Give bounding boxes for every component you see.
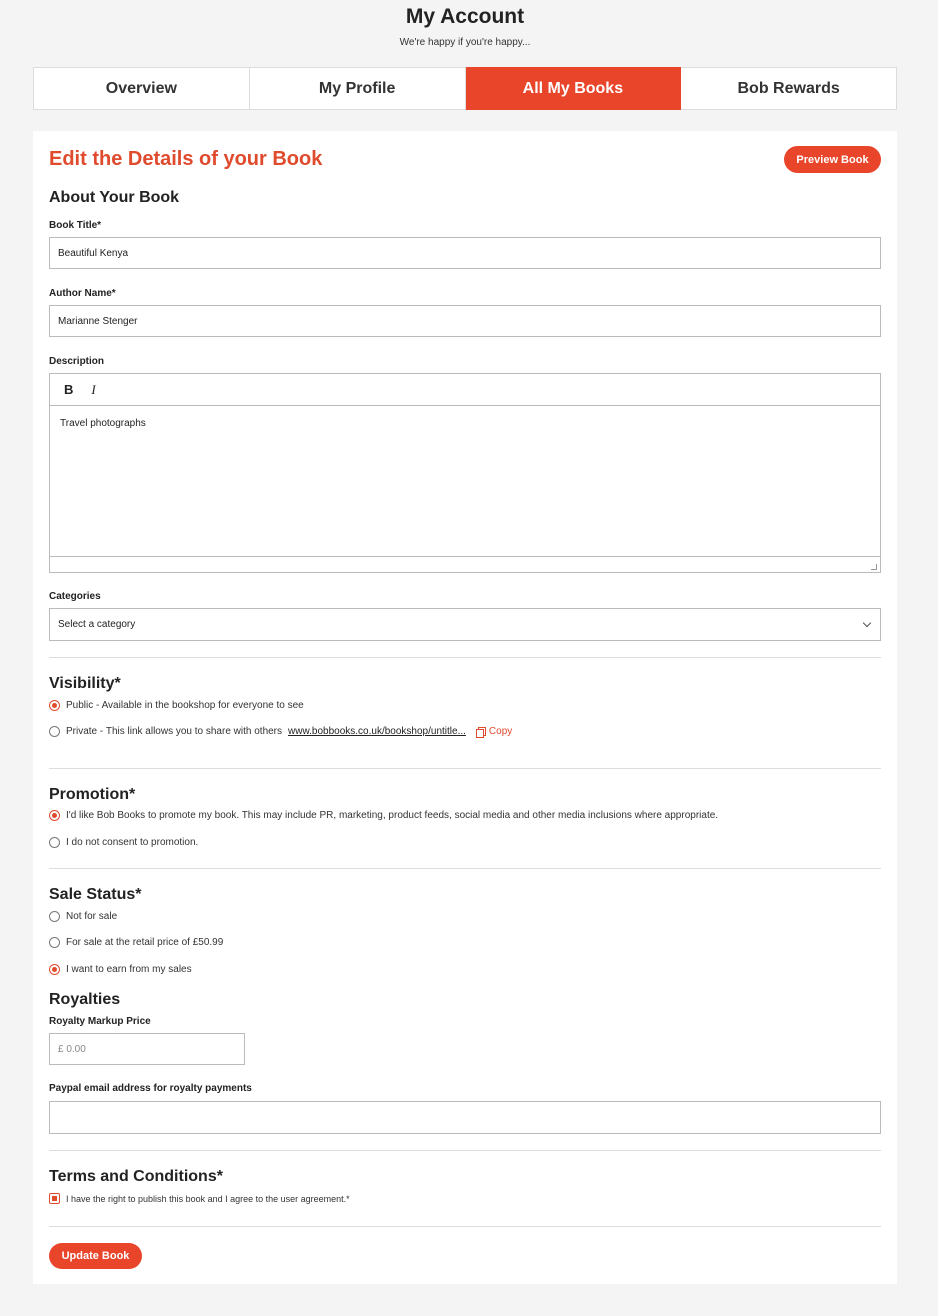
promotion-heading: Promotion* xyxy=(49,786,136,803)
royalty-markup-input[interactable] xyxy=(49,1033,245,1065)
copy-label: Copy xyxy=(488,726,513,737)
editor-footer xyxy=(50,556,880,572)
update-book-button[interactable]: Update Book xyxy=(49,1243,142,1269)
categories-selected-value: Select a category xyxy=(58,619,136,630)
sale-not-option[interactable] xyxy=(49,911,117,922)
promotion-decline-label: I do not consent to promotion. xyxy=(66,837,199,848)
divider xyxy=(49,768,881,769)
description-label: Description xyxy=(49,356,105,367)
promotion-decline-option[interactable] xyxy=(49,837,198,848)
divider xyxy=(49,1226,881,1227)
editor-toolbar xyxy=(50,374,880,406)
checkbox-checked-icon[interactable] xyxy=(49,1193,60,1204)
radio-unchecked-icon[interactable] xyxy=(49,937,60,948)
radio-checked-icon[interactable] xyxy=(49,964,60,975)
sale-retail-label: For sale at the retail price of £50.99 xyxy=(66,937,224,948)
visibility-heading: Visibility* xyxy=(49,675,121,692)
book-title-input[interactable]: Beautiful Kenya xyxy=(49,237,881,269)
promotion-consent-label: I'd like Bob Books to promote my book. This may include PR, marketing, product feeds, social media and other media inclusions where appropriate. xyxy=(66,810,719,821)
terms-agree-option[interactable] xyxy=(49,1193,350,1204)
visibility-public-option[interactable] xyxy=(49,700,304,711)
resize-handle-icon[interactable] xyxy=(871,564,877,570)
tab-overview[interactable]: Overview xyxy=(33,67,250,110)
sale-not-label: Not for sale xyxy=(66,911,118,922)
visibility-private-label: Private - This link allows you to share with others xyxy=(66,726,283,737)
radio-checked-icon[interactable] xyxy=(49,810,60,821)
divider xyxy=(49,868,881,869)
royalty-placeholder: £ 0.00 xyxy=(58,1043,86,1055)
author-name-input[interactable]: Marianne Stenger xyxy=(49,305,881,337)
tab-bob-rewards[interactable]: Bob Rewards xyxy=(681,67,897,110)
description-textarea[interactable]: Travel photographs xyxy=(60,418,146,429)
italic-button[interactable]: I xyxy=(91,381,96,397)
royalties-heading: Royalties xyxy=(49,991,121,1008)
radio-unchecked-icon[interactable] xyxy=(49,837,60,848)
radio-checked-icon[interactable] xyxy=(49,700,60,711)
divider xyxy=(49,657,881,658)
categories-label: Categories xyxy=(49,591,101,602)
tab-all-my-books[interactable]: All My Books xyxy=(466,67,682,110)
description-editor xyxy=(49,373,881,573)
page-header-title: My Account xyxy=(405,5,525,28)
copy-link-button[interactable] xyxy=(476,726,512,737)
account-tabs xyxy=(33,67,897,110)
sale-earn-label: I want to earn from my sales xyxy=(66,964,192,975)
terms-heading: Terms and Conditions* xyxy=(49,1168,223,1185)
tab-my-profile[interactable]: My Profile xyxy=(250,67,466,110)
edit-book-panel xyxy=(33,131,897,1284)
divider xyxy=(49,1150,881,1151)
royalty-markup-label: Royalty Markup Price xyxy=(49,1016,151,1027)
copy-icon xyxy=(476,727,485,737)
paypal-email-input[interactable] xyxy=(49,1101,881,1134)
author-name-label: Author Name* xyxy=(49,288,116,299)
radio-unchecked-icon[interactable] xyxy=(49,726,60,737)
sale-status-heading: Sale Status* xyxy=(49,886,142,903)
terms-agree-label: I have the right to publish this book and I agree to the user agreement.* xyxy=(66,1193,350,1204)
form-title: Edit the Details of your Book xyxy=(49,148,323,170)
private-share-link[interactable]: www.bobbooks.co.uk/bookshop/untitle... xyxy=(288,726,466,737)
sale-earn-option[interactable] xyxy=(49,964,192,975)
bold-button[interactable]: B xyxy=(64,382,74,397)
radio-unchecked-icon[interactable] xyxy=(49,911,60,922)
chevron-down-icon xyxy=(863,619,871,627)
book-title-label: Book Title* xyxy=(49,220,102,231)
paypal-email-label: Paypal email address for royalty payments xyxy=(49,1083,252,1094)
categories-select[interactable] xyxy=(49,608,881,641)
page-header-subtitle: We're happy if you're happy... xyxy=(399,37,531,48)
visibility-public-label: Public - Available in the bookshop for everyone to see xyxy=(66,700,304,711)
about-heading: About Your Book xyxy=(49,189,180,206)
promotion-consent-option[interactable] xyxy=(49,810,718,821)
sale-retail-option[interactable] xyxy=(49,937,223,948)
visibility-private-option[interactable] xyxy=(49,726,512,737)
preview-book-button[interactable]: Preview Book xyxy=(784,146,881,173)
